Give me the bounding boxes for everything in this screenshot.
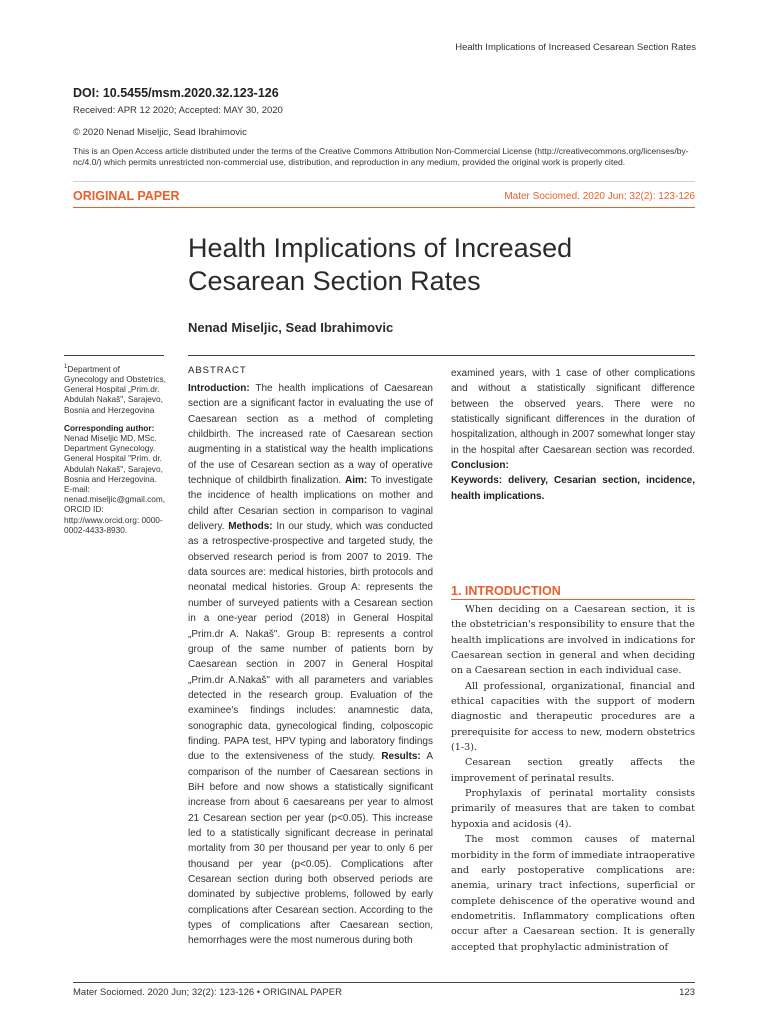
page-number: 123 [679, 987, 695, 998]
article-type-divider [73, 207, 695, 208]
doi[interactable]: DOI: 10.5455/msm.2020.32.123-126 [73, 86, 279, 100]
keywords-label: Keywords: [451, 475, 503, 487]
corresponding-label: Corresponding author: [64, 422, 155, 433]
abstract-column-1 [188, 381, 433, 949]
intro-label: Introduction: [188, 383, 250, 394]
results-label: Results: [381, 751, 421, 763]
copyright: © 2020 Nenad Miseljic, Sead Ibrahimovic [73, 127, 247, 138]
affiliation-text: Department of Gynecology and Obstetrics, General Hospital „Prim.dr. Abdulah Nakaš", Sarajevo, Bosnia and Herzegovina [64, 363, 166, 415]
intro-paragraph: When deciding on a Caesarean section, it is the obstetrician's responsibility to ensure that the health implications are involved in indications for Caesarean section in general and when deciding on a Caesarean section in each individual case. [451, 604, 695, 677]
footer-citation: Mater Sociomed. 2020 Jun; 32(2): 123-126 • ORIGINAL PAPER [73, 987, 342, 998]
abstract-body-continued [451, 366, 695, 504]
abstract-column-2 [451, 366, 695, 504]
header-divider [73, 181, 695, 182]
journal-reference: Mater Sociomed. 2020 Jun; 32(2): 123-126 [504, 191, 695, 202]
running-head: Health Implications of Increased Cesarean Section Rates [455, 42, 696, 53]
license-text: This is an Open Access article distributed under the terms of the Creative Commons Attribution Non-Commercial License (http://creativecommons.org/licenses/by-nc/4.0/) which permits unrestricted non-commercial use, distribution, and reproduction in any medium, provided the original work is properly cited. [73, 146, 689, 167]
abstract-divider [188, 355, 695, 356]
introduction-heading: 1. INTRODUCTION [451, 584, 561, 598]
methods-text: In our study, which was conducted as a retrospective-prospective and targeted study, the observed research period is from 2007 to 2019. The data sources are: medical histories, birth protocols and neonatal medical histories. Group A: represents the number of surveyed patients with a Cesarean section in a one-year period (2018) in General Hospital „Prim.dr A. Nakaš". Group B: represents a control group of the same number of patients born by Caesarean section in 2007 in General Hospital „Prim.dr A.Nakaš" with all parameters and variables detected in the research group. Evaluation of the examinee's findings includes: anamnestic data, sonographic data, gynecological finding, colposcopic finding. PAPA test, HPV typing and laboratory findings due to the extensiveness of the study. [188, 521, 433, 763]
authors: Nenad Miseljic, Sead Ibrahimovic [188, 320, 394, 335]
sidebar-divider [64, 355, 164, 356]
sidebar [64, 362, 166, 543]
affiliation-mark: 1 [64, 364, 68, 370]
introduction-body [451, 602, 695, 955]
intro-text: The health implications of Caesarean section are a significant factor in evaluating the use of Caesarean section as a method of completing childbirth. The increased rate of Caesarean section augmenting in a statistical way the health implications of the use of Cesarean section as a way of operative technique of childbirth finalization. [188, 383, 433, 487]
introduction-divider [451, 599, 695, 600]
abstract-heading: ABSTRACT [188, 365, 247, 376]
results-text: A comparison of the number of Caesarean sections in BiH before and now shows a statistically significant increase from about 6 caesareans per year to almost 21 Cesarean section per year (p<0.05). This increase led to a statistically significant decrease in perinatal mortality from 30 per thousand per year to only 6 per thousand per year (p<0.05). Complications after Cesarean section during both observed periods are dominated by subjective problems, followed by early complications after Cesarean section. According to the types of complications after Caesarean section, hemorrhages were the most numerous during both [188, 751, 434, 947]
intro-paragraph: All professional, organizational, financial and ethical capacities with the support of modern diagnostic and therapeutic procedures are a prerequisite for access to new, modern obstetrics (1-3). [451, 680, 695, 754]
conclusion-label: Conclusion: [451, 460, 509, 472]
aim-text: To investigate the incidence of health implications on mother and child after Cesarian section in comparison to vaginal delivery. [188, 475, 433, 533]
abstract-body [188, 381, 433, 949]
corresponding-text[interactable]: Nenad Miseljic MD, MSc. Department Gynecology. General Hospital "Prim. dr. Abdulah Nakaš", Sarajevo, Bosnia and Herzegovina. E-mail: nenad.miseljic@gmail.com, ORCID ID: http://www.orcid.org: 0000-0002-4433-8930. [64, 432, 166, 535]
received-date: Received: APR 12 2020; Accepted: MAY 30, 2020 [73, 105, 283, 116]
intro-paragraph: Prophylaxis of perinatal mortality consists primarily of measures that are taken to combat hypoxia and acidosis (4). [451, 788, 695, 830]
results-text-continued: examined years, with 1 case of other complications and without a statistically significant difference between the observed years. There were no statistically significant differences in the duration of hospitalization, although in 2007 somewhat longer stay in the hospital after Caesarean section was recorded. [451, 368, 695, 456]
footer-divider [73, 982, 695, 983]
aim-label: Aim: [344, 475, 368, 487]
methods-label: Methods: [228, 521, 273, 533]
article-title: Health Implications of Increased Cesarean Section Rates [188, 233, 573, 296]
affiliation [64, 362, 166, 415]
corresponding-author [64, 423, 166, 535]
intro-paragraph: The most common causes of maternal morbidity in the form of immediate intraoperative and early postoperative complications are: anemia, urinary tract infections, superficial or complete dehiscence of the operative wound and endometritis. Inflammatory complications often occur after a Caesarean section. It is generally accepted that prophylactic administration of [451, 834, 695, 953]
intro-paragraph: Cesarean section greatly affects the improvement of perinatal results. [451, 757, 695, 784]
article-type: ORIGINAL PAPER [73, 189, 180, 203]
keywords-text: delivery, Cesarian section, incidence, health implications. [451, 475, 695, 502]
